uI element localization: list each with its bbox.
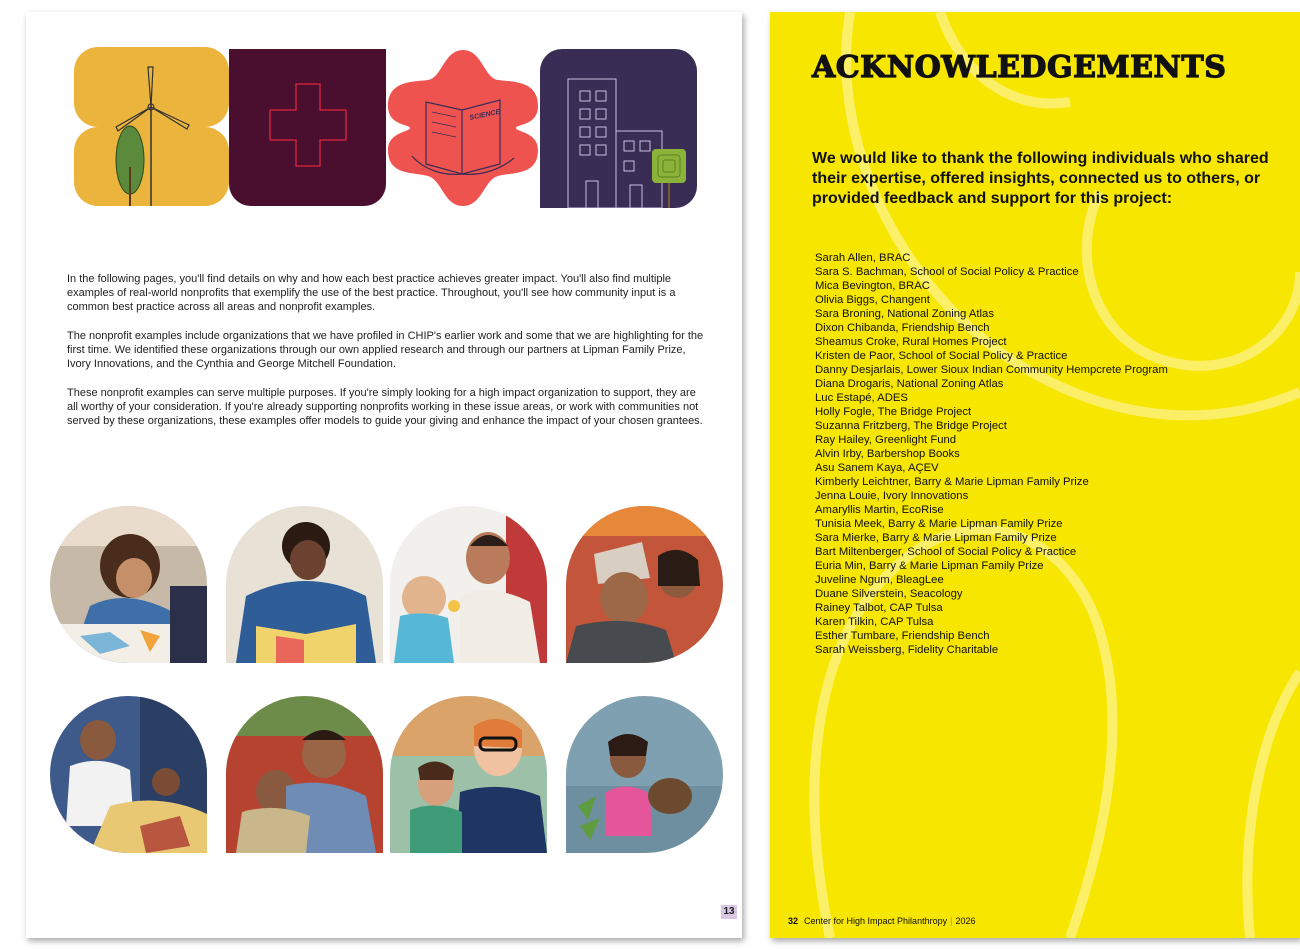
- photo-elder-with-child: [566, 506, 723, 663]
- list-item: Olivia Biggs, Changent: [815, 294, 930, 306]
- list-item: Esther Tumbare, Friendship Bench: [815, 630, 990, 642]
- medical-cross-icon: [229, 49, 386, 206]
- list-item: Duane Silverstein, Seacology: [815, 588, 963, 600]
- list-item: Dixon Chibanda, Friendship Bench: [815, 322, 990, 334]
- photo-father-feeding-baby: [390, 506, 547, 663]
- list-item: Sheamus Croke, Rural Homes Project: [815, 336, 1007, 348]
- list-item: Mica Bevington, BRAC: [815, 280, 930, 292]
- left-page: [26, 12, 742, 938]
- photo-boy-reading: [226, 506, 383, 663]
- footer-org: Center for High Impact Philanthropy: [804, 916, 948, 926]
- list-item: Danny Desjarlais, Lower Sioux Indian Community Hempcrete Program: [815, 364, 1168, 376]
- list-item: Asu Sanem Kaya, AÇEV: [815, 462, 939, 474]
- page-footer: 32 Center for High Impact Philanthropy | 2026: [788, 916, 976, 926]
- list-item: Sara S. Bachman, School of Social Policy & Practice: [815, 266, 1079, 278]
- intro-paragraph-3: These nonprofit examples can serve multiple purposes. If you're simply looking for a high impact organization to support, they are all worthy of your consideration. If you're already supporting nonprofits working in these issue areas, or work with communities not served by these organizations, these examples offer models to guide your giving and enhance the impact of your chosen grantees.: [67, 387, 703, 428]
- list-item: Sara Mierke, Barry & Marie Lipman Family Prize: [815, 532, 1057, 544]
- intro-paragraph-2: The nonprofit examples include organizations that we have profiled in CHIP's earlier work and some that we are highlighting for the first time. We identified these organizations through our own applied research and through our partners at Lipman Family Prize, Ivory Innovations, and the Cynthia and George Mitchell Foundation.: [67, 330, 704, 371]
- list-item: Kimberly Leichtner, Barry & Marie Lipman Family Prize: [815, 476, 1089, 488]
- acknowledgements-title: ACKNOWLEDGEMENTS: [812, 50, 1227, 85]
- list-item: Karen Tilkin, CAP Tulsa: [815, 616, 934, 628]
- footer-page-number: 32: [788, 916, 799, 926]
- list-item: Juveline Ngum, BleagLee: [815, 574, 944, 586]
- wind-turbine-tree-icon: [74, 47, 229, 206]
- list-item: Sara Broning, National Zoning Atlas: [815, 308, 994, 320]
- city-buildings-icon: [540, 49, 697, 208]
- list-item: Luc Estapé, ADES: [815, 392, 908, 404]
- list-item: Sarah Weissberg, Fidelity Charitable: [815, 644, 999, 656]
- list-item: Diana Drogaris, National Zoning Atlas: [815, 378, 1004, 390]
- photo-girl-planting: [566, 696, 723, 853]
- photo-woman-and-girl: [390, 696, 547, 853]
- book-label: SCIENCE: [468, 108, 501, 122]
- list-item: Rainey Talbot, CAP Tulsa: [815, 602, 943, 614]
- acknowledgements-list: [815, 251, 1168, 657]
- list-item: Holly Fogle, The Bridge Project: [815, 406, 972, 418]
- photo-laughing-boys: [226, 696, 383, 853]
- acknowledgements-intro: We would like to thank the following individuals who shared their expertise, offered insights, connected us to others, or provided feedback and support for this project:: [812, 150, 1269, 207]
- list-item: Ray Hailey, Greenlight Fund: [815, 434, 957, 446]
- footer-year: 2026: [955, 916, 976, 926]
- list-item: Amaryllis Martin, EcoRise: [815, 504, 944, 516]
- list-item: Suzanna Fritzberg, The Bridge Project: [815, 420, 1007, 432]
- list-item: Tunisia Meek, Barry & Marie Lipman Family Prize: [815, 518, 1063, 530]
- photo-health-worker: [50, 696, 207, 853]
- list-item: Jenna Louie, Ivory Innovations: [815, 490, 969, 502]
- science-book-icon: [384, 46, 542, 208]
- page-number: 13: [721, 905, 737, 919]
- intro-paragraph-1: In the following pages, you'll find details on why and how each best practice achieves greater impact. You'll also find multiple examples of real-world nonprofits that exemplify the use of the best practice. Throughout, you'll see how community input is a common best practice across all areas and nonprofit examples.: [67, 273, 676, 314]
- list-item: Sarah Allen, BRAC: [815, 252, 911, 264]
- list-item: Kristen de Paor, School of Social Policy & Practice: [815, 350, 1068, 362]
- list-item: Alvin Irby, Barbershop Books: [815, 448, 960, 460]
- list-item: Bart Miltenberger, School of Social Policy & Practice: [815, 546, 1077, 558]
- list-item: Euria Min, Barry & Marie Lipman Family Prize: [815, 560, 1044, 572]
- right-page: [770, 12, 1300, 938]
- photo-child-drawing: [50, 506, 207, 663]
